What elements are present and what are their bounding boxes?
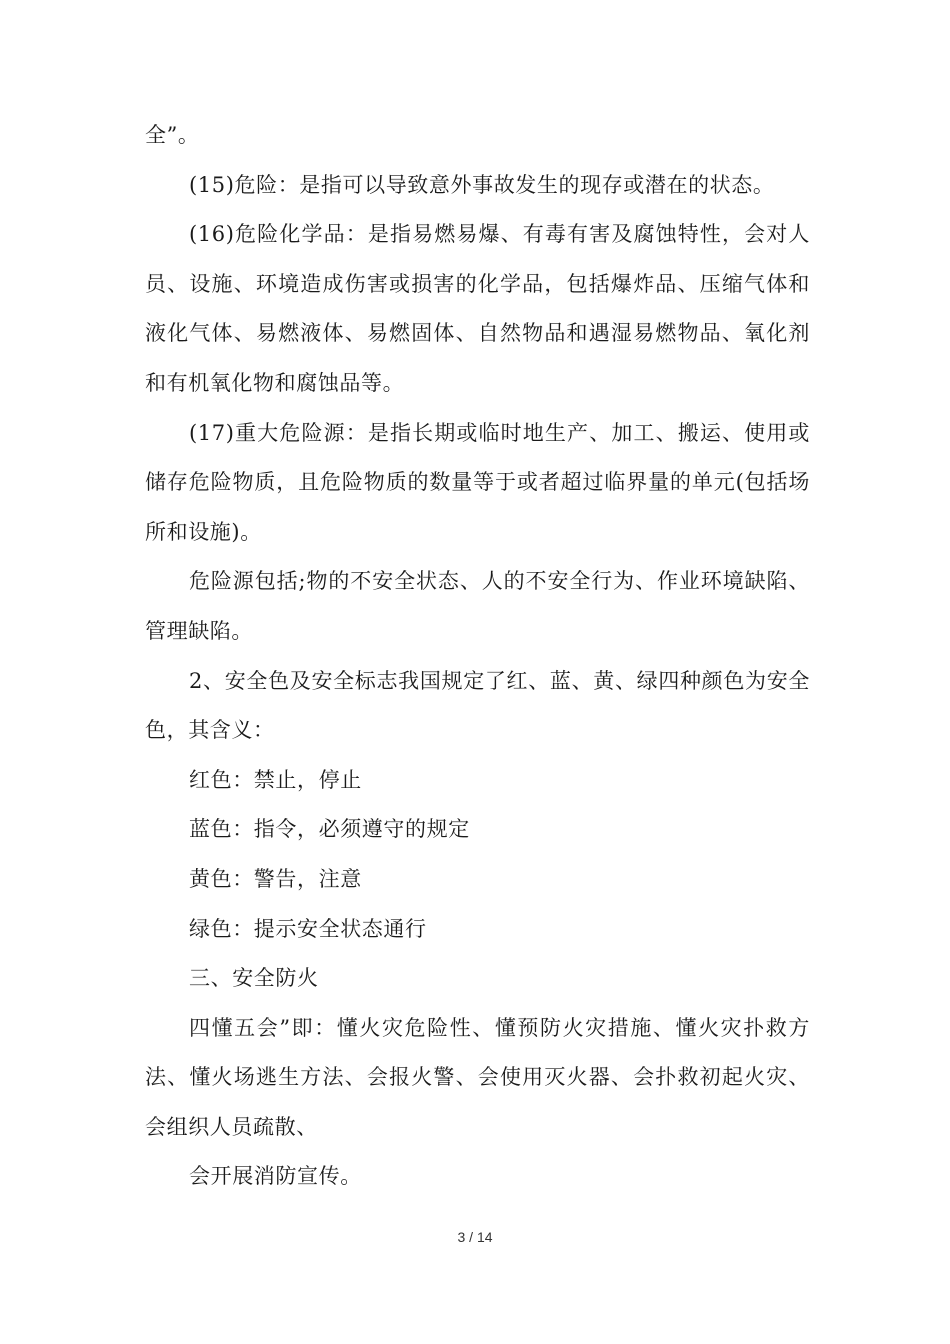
paragraph-four-knows-five-cans: 四懂五会”即：懂火灾危险性、懂预防火灾措施、懂火灾扑救方法、懂火场逃生方法、会报火警、会使用灭火器、会扑救初起火灾、会组织人员疏散、	[145, 1015, 810, 1139]
page-number: 3 / 14	[457, 1229, 493, 1245]
paragraph-color-yellow: 黄色：警告，注意	[189, 866, 362, 891]
paragraph-color-blue: 蓝色：指令，必须遵守的规定	[189, 817, 470, 842]
paragraph-definition-17: (17)重大危险源：是指长期或临时地生产、加工、搬运、使用或储存危险物质，且危险物质的数量等于或者超过临界量的单元(包括场所和设施)。	[145, 420, 810, 544]
section-heading-fire-safety: 三、安全防火	[189, 966, 319, 991]
paragraph-color-red: 红色：禁止，停止	[189, 767, 362, 792]
paragraph-fire-publicity: 会开展消防宣传。	[189, 1164, 362, 1189]
paragraph-definition-16: (16)危险化学品：是指易燃易爆、有毒有害及腐蚀特性，会对人员、设施、环境造成伤害或损害的化学品，包括爆炸品、压缩气体和液化气体、易燃液体、易燃固体、自然物品和遇湿易燃物品、氧化剂和有机氧化物和腐蚀品等。	[145, 222, 810, 395]
paragraph-safety-colors: 2、安全色及安全标志我国规定了红、蓝、黄、绿四种颜色为安全色，其含义：	[145, 668, 810, 743]
page-body	[145, 111, 810, 1202]
paragraph-hazard-sources: 危险源包括;物的不安全状态、人的不安全行为、作业环境缺陷、管理缺陷。	[145, 569, 810, 643]
paragraph-color-green: 绿色：提示安全状态通行	[189, 916, 427, 941]
paragraph-definition-15: (15)危险：是指可以导致意外事故发生的现存或潜在的状态。	[189, 172, 775, 197]
paragraph-continuation: 全”。	[145, 123, 200, 147]
